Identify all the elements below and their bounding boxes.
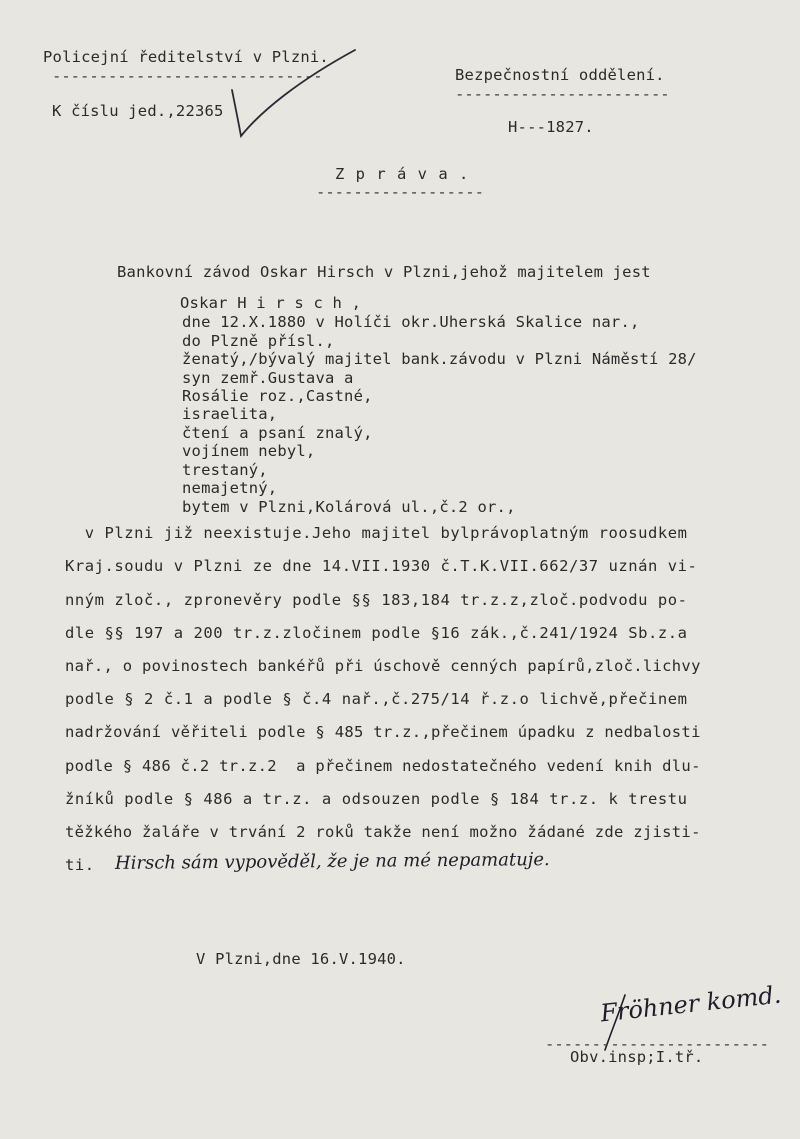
report-title: Z p r á v a .	[335, 165, 470, 183]
signature-title: Obv.insp;I.tř.	[570, 1048, 704, 1066]
body-line: podle § 486 č.2 tr.z.2 a přečinem nedostatečného vedení knih dlu-	[65, 757, 701, 775]
body-line: nným zloč., zpronevěry podle §§ 183,184 tr.z.z,zloč.podvodu po-	[65, 591, 688, 609]
handwritten-note: Hirsch sám vypověděl, že je na mé nepamatuje.	[114, 849, 550, 874]
body-line: nadržování věřiteli podle § 485 tr.z.,přečinem úpadku z nedbalosti	[65, 723, 701, 741]
department-heading: Bezpečnostní oddělení.	[455, 66, 665, 84]
date-line: V Plzni,dne 16.V.1940.	[196, 950, 406, 968]
authority-heading: Policejní ředitelství v Plzni.	[43, 48, 329, 66]
person-line: israelita,	[182, 405, 278, 423]
body-line: ti.	[65, 856, 95, 874]
body-line: těžkého žaláře v trvání 2 roků takže není možno žádané zde zjisti-	[65, 823, 701, 841]
person-line: vojínem nebyl,	[182, 442, 316, 460]
authority-underline: -----------------------------	[52, 67, 323, 85]
person-line: trestaný,	[182, 461, 268, 479]
person-line: do Plzně přísl.,	[182, 332, 335, 350]
body-line: Kraj.soudu v Plzni ze dne 14.VII.1930 č.T.K.VII.662/37 uznán vi-	[65, 557, 698, 575]
title-underline: ------------------	[316, 183, 484, 201]
document-number: H---1827.	[508, 118, 594, 136]
department-underline: -----------------------	[455, 85, 670, 103]
person-line: syn zemř.Gustava a	[182, 369, 354, 387]
body-line: nař., o povinostech bankéřů při úschově cenných papírů,zloč.lichvy	[65, 657, 701, 675]
body-line: žníků podle § 486 a tr.z. a odsouzen podle § 184 tr.z. k trestu	[65, 790, 688, 808]
person-line: nemajetný,	[182, 479, 278, 497]
reference-number: K číslu jed.,22365	[52, 102, 224, 120]
signature-line: ------------------------	[545, 1035, 769, 1053]
person-line: bytem v Plzni,Kolárová ul.,č.2 or.,	[182, 498, 516, 516]
body-line: v Plzni již neexistuje.Jeho majitel bylprávoplatným roosudkem	[65, 524, 688, 542]
person-line: Oskar H i r s c h ,	[180, 294, 362, 312]
intro-line: Bankovní závod Oskar Hirsch v Plzni,jehož majitelem jest	[117, 263, 651, 281]
person-line: čtení a psaní znalý,	[182, 424, 373, 442]
person-line: Rosálie roz.,Castné,	[182, 387, 373, 405]
person-line: ženatý,/bývalý majitel bank.závodu v Plzni Náměstí 28/	[182, 350, 697, 368]
signature-handwriting: Fröhner komd.	[599, 980, 783, 1028]
body-line: dle §§ 197 a 200 tr.z.zločinem podle §16 zák.,č.241/1924 Sb.z.a	[65, 624, 688, 642]
body-line: podle § 2 č.1 a podle § č.4 nař.,č.275/14 ř.z.o lichvě,přečinem	[65, 690, 688, 708]
person-line: dne 12.X.1880 v Holíči okr.Uherská Skalice nar.,	[182, 313, 640, 331]
